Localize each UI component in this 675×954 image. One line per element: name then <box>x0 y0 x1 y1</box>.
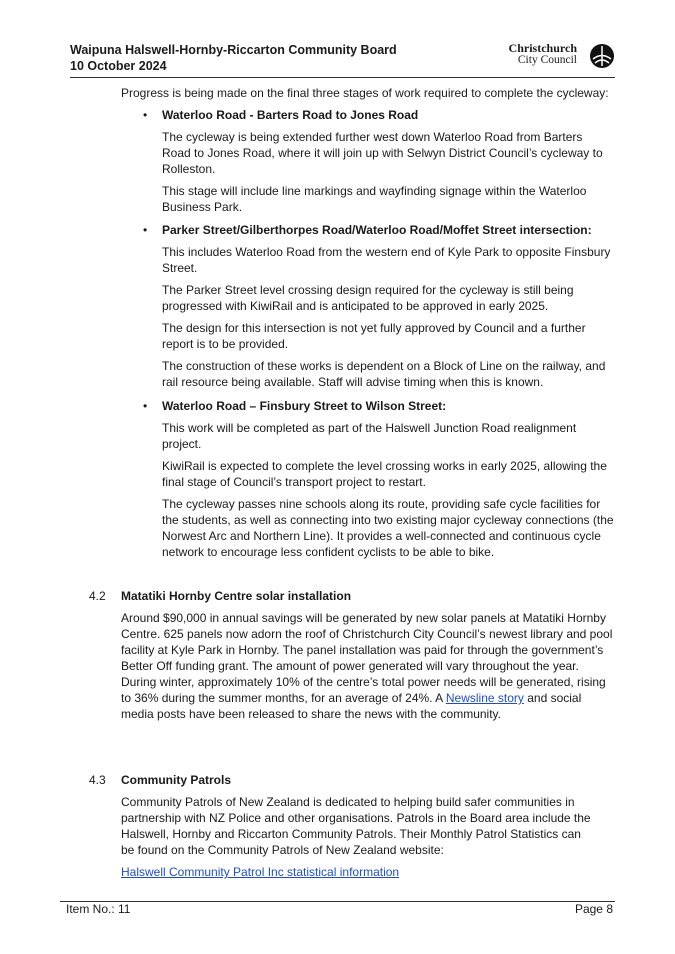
logo-text <box>505 42 577 66</box>
intro-paragraph: Progress is being made on the final three stages of work required to complete the cycleway: <box>121 86 609 100</box>
section-4-2-paragraph <box>121 610 614 722</box>
stage1-paragraph-1: The cycleway is being extended further west down Waterloo Road from Barters Road to Jones Road, where it will join up with Selwyn District Council’s cycleway to Rolleston. <box>162 130 603 176</box>
page-number: Page 8 <box>574 902 613 916</box>
stage1-title: Waterloo Road - Barters Road to Jones Road <box>162 108 419 122</box>
header-title <box>70 42 397 74</box>
stage3-paragraph-1: This work will be completed as part of the Halswell Junction Road realignment project. <box>162 421 577 451</box>
stage2-title: Parker Street/Gilberthorpes Road/Waterloo Road/Moffet Street intersection: <box>162 223 592 237</box>
newsline-story-link[interactable]: Newsline story <box>445 691 524 705</box>
cathedral-logo-icon <box>589 43 615 69</box>
board-name: Waipuna Halswell-Hornby-Riccarton Community Board <box>70 43 397 57</box>
stage3-paragraph-3: The cycleway passes nine schools along its route, providing safe cycle facilities for the students, as well as connecting into two existing major cycleway connections (the Norwest Arc and Northern Line). It provides a well-connected and continuous cycle network to encourage less confident cyclists to be able to bike. <box>162 497 614 559</box>
logo-line2: City Council <box>517 54 577 66</box>
stage3-paragraph-2: KiwiRail is expected to complete the level crossing works in early 2025, allowing the final stage of Council’s transport project to restart. <box>162 459 607 489</box>
footer-divider <box>60 901 615 902</box>
section-4-2-title: Matatiki Hornby Centre solar installation <box>121 589 352 603</box>
section-4-2-number: 4.2 <box>89 589 106 603</box>
council-logo <box>505 42 615 70</box>
section-4-3-title: Community Patrols <box>121 773 232 787</box>
header-divider <box>70 77 615 78</box>
bullet-icon: • <box>143 399 148 413</box>
section-4-3-link-paragraph <box>121 864 601 880</box>
section-4-3-paragraph: Community Patrols of New Zealand is dedicated to helping build safer communities in partnership with NZ Police and other organisations. Patrols in the Board area include the Halswell, Hornby and Riccarton Community Patrols. Their Monthly Patrol Statistics can be found on the Community Patrols of New Zealand website: <box>121 795 591 857</box>
meeting-date: 10 October 2024 <box>70 59 167 73</box>
section-4-2-text-after: and social media posts have been released to share the news with the community. <box>121 691 582 721</box>
page-header <box>70 40 615 78</box>
stage2-paragraph-4: The construction of these works is dependent on a Block of Line on the railway, and rail resource being available. Staff will advise timing when this is known. <box>162 359 606 389</box>
logo-line1: Christchurch <box>508 41 577 55</box>
bullet-icon: • <box>143 223 148 237</box>
stage2-paragraph-3: The design for this intersection is not yet fully approved by Council and a further report is to be provided. <box>162 321 586 351</box>
item-number: Item No.: 11 <box>66 902 131 916</box>
section-4-3-number: 4.3 <box>89 773 106 787</box>
stage3-title: Waterloo Road – Finsbury Street to Wilson Street: <box>162 399 447 413</box>
stage2-paragraph-2: The Parker Street level crossing design required for the cycleway is still being progressed with KiwiRail and is anticipated to be approved in early 2025. <box>162 283 574 313</box>
section-4-2-text-before: Around $90,000 in annual savings will be generated by new solar panels at Matatiki Hornby Centre. 625 panels now adorn the roof of Christchurch City Council’s newest library and pool facility at Kyle Park in Hornby. The panel installation was paid for through the government’s Better Off funding grant. The amount of power generated will vary throughout the year. During winter, approximately 10% of the centre’s total power needs will be generated, rising to 36% during the summer months, for an average of 24%. A <box>121 611 613 705</box>
stage2-paragraph-1: This includes Waterloo Road from the western end of Kyle Park to opposite Finsbury Street. <box>162 245 611 275</box>
bullet-icon: • <box>143 108 148 122</box>
halswell-patrol-link[interactable]: Halswell Community Patrol Inc statistical information <box>121 865 400 879</box>
stage1-paragraph-2: This stage will include line markings and wayfinding signage within the Waterloo Business Park. <box>162 184 587 214</box>
